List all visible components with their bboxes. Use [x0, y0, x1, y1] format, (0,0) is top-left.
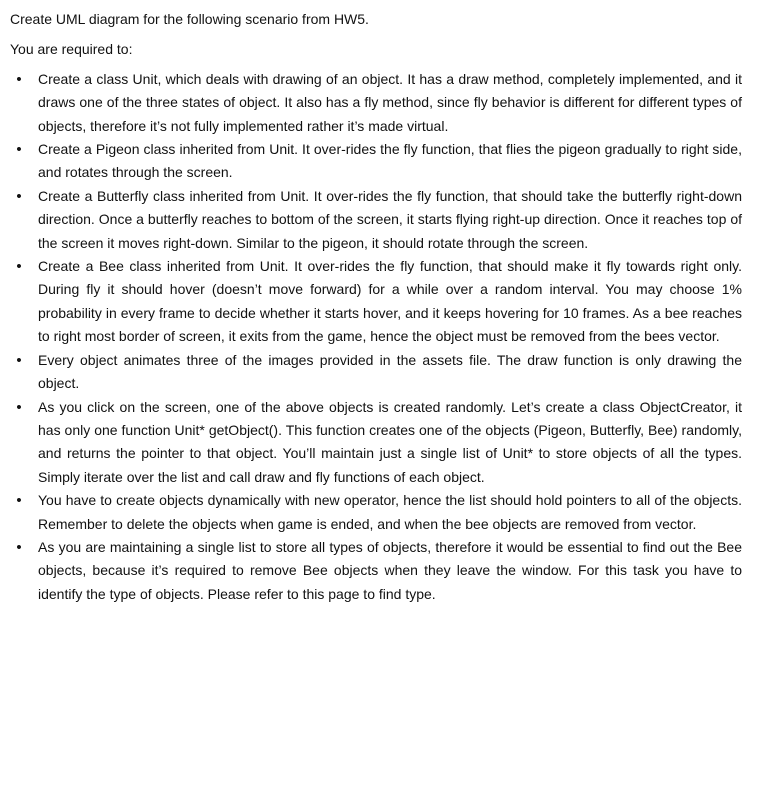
- intro-line-1: Create UML diagram for the following scenario from HW5.: [10, 11, 369, 27]
- list-item-text: As you are maintaining a single list to store all types of objects, therefore it would be essential to find out the Bee objects, because it’s required to remove Bee objects when they leave the window. For this task you have to identify the type of objects. Please refer to this page to find type.: [38, 538, 742, 602]
- list-item: [10, 349, 742, 396]
- bullet-icon: •: [16, 351, 22, 369]
- list-item-text: Create a Butterfly class inherited from Unit. It over-rides the fly function, that should take the butterfly right-down direction. Once a butterfly reaches to bottom of the screen, it starts flying right-up direction. Once it reaches top of the screen it moves right-down. Similar to the pigeon, it should rotate through the screen.: [38, 187, 742, 251]
- bullet-icon: •: [16, 538, 22, 556]
- list-item-text: Create a Bee class inherited from Unit. It over-rides the fly function, that should make it fly towards right only. During fly it should hover (doesn’t move forward) for a while over a random interval. You may choose 1% probability in every frame to decide whether it starts hover, and it keeps hovering for 10 frames. As a bee reaches to right most border of screen, it exits from the game, hence the object must be removed from the bees vector.: [38, 258, 742, 345]
- bullet-icon: •: [16, 141, 22, 159]
- list-item-text: You have to create objects dynamically with new operator, hence the list should hold pointers to all of the objects. Remember to delete the objects when game is ended, and when the bee objects are removed from vector.: [38, 492, 742, 532]
- list-item: [10, 255, 742, 349]
- list-item-text: As you click on the screen, one of the above objects is created randomly. Let’s create a class ObjectCreator, it has only one function Unit* getObject(). This function creates one of the objects (Pigeon, Butterfly, Bee) randomly, and returns the pointer to that object. You’ll maintain just a single list of Unit* to store objects of all the types. Simply iterate over the list and call draw and fly functions of each object.: [38, 398, 742, 485]
- list-item: [10, 489, 742, 536]
- bullet-icon: •: [16, 70, 22, 88]
- list-item-text: Every object animates three of the images provided in the assets file. The draw function is only drawing the object.: [38, 351, 742, 392]
- bullet-icon: •: [16, 398, 22, 416]
- list-item: [10, 185, 742, 255]
- bullet-icon: •: [16, 187, 22, 205]
- list-item: [10, 138, 742, 185]
- intro-line-2: You are required to:: [10, 41, 133, 58]
- list-item: [10, 536, 742, 606]
- bullet-icon: •: [16, 492, 22, 510]
- requirements-list: [10, 68, 742, 606]
- list-item: [10, 396, 742, 490]
- list-item: [10, 68, 742, 138]
- list-item-text: Create a class Unit, which deals with drawing of an object. It has a draw method, completely implemented, and it draws one of the three states of object. It also has a fly method, since fly behavior is different for different types of objects, therefore it’s not fully implemented rather it’s made virtual.: [38, 70, 742, 134]
- bullet-icon: •: [16, 258, 22, 276]
- list-item-text: Create a Pigeon class inherited from Unit. It over-rides the fly function, that flies the pigeon gradually to right side, and rotates through the screen.: [38, 141, 742, 181]
